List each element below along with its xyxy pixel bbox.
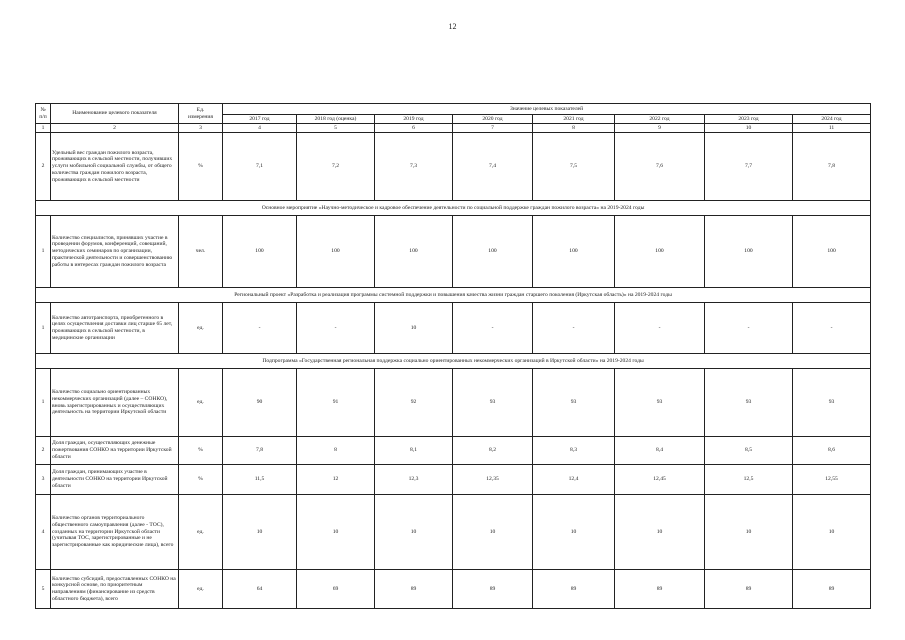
indicator-value: 100 <box>615 216 705 288</box>
indicator-name: Удельный вес граждан пожилого возраста, проживающих в сельской местности, получивших услуги мобильной социальной службы, от общего количества граждан пожилого возраста, проживающих в сельской местности <box>51 133 179 201</box>
indicator-value: 7,5 <box>533 133 615 201</box>
table-row <box>36 369 871 437</box>
indicator-value: 100 <box>453 216 533 288</box>
indicator-value: 7,4 <box>453 133 533 201</box>
table-row <box>36 465 871 495</box>
indicator-value: 8,1 <box>375 437 453 465</box>
indicator-name: Количество социально ориентированных некоммерческих организаций (далее – СОНКО), вновь зарегистрированных и осуществляющих деятельность на территории Иркутской области <box>51 369 179 437</box>
indicator-value: 12,3 <box>375 465 453 495</box>
indicator-value: 8 <box>297 437 375 465</box>
indicator-value: 10 <box>453 495 533 570</box>
section-title: Подпрограмма «Государственная региональная поддержка социально ориентированных некоммерческих организаций в Иркутской области» на 2019-2024 годы <box>36 354 871 369</box>
header-year: 2022 год <box>615 115 705 124</box>
indicator-value: 10 <box>533 495 615 570</box>
row-number: 2 <box>36 437 51 465</box>
header-year: 2021 год <box>533 115 615 124</box>
column-number: 10 <box>705 124 793 133</box>
indicator-value: 93 <box>453 369 533 437</box>
row-number: 4 <box>36 495 51 570</box>
indicator-value: 10 <box>223 495 297 570</box>
indicator-value: 91 <box>297 369 375 437</box>
indicator-value: 89 <box>533 570 615 609</box>
unit-of-measure: % <box>179 133 223 201</box>
indicator-value: 69 <box>297 570 375 609</box>
indicator-name: Количество специалистов, принявших участие в проведении форумов, конференций, совещаний, методических семинаров по организации, практической деятельности и совершенствованию работы в интересах граждан пожилого возраста <box>51 216 179 288</box>
indicator-value: 100 <box>223 216 297 288</box>
indicator-value: 7,6 <box>615 133 705 201</box>
indicator-name: Количество автотранспорта, приобретенного в целях осуществления доставки лиц старше 65 лет, проживающих в сельской местности, в медицинские организации <box>51 303 179 354</box>
column-number: 9 <box>615 124 705 133</box>
indicator-value: - <box>297 303 375 354</box>
table-row <box>36 303 871 354</box>
unit-of-measure: ед. <box>179 303 223 354</box>
indicator-value: 12,35 <box>453 465 533 495</box>
indicator-value: - <box>223 303 297 354</box>
indicator-value: 8,3 <box>533 437 615 465</box>
indicator-value: - <box>705 303 793 354</box>
indicator-value: 89 <box>705 570 793 609</box>
header-row <box>36 104 871 115</box>
indicator-value: 64 <box>223 570 297 609</box>
row-number: 1 <box>36 369 51 437</box>
indicator-value: 93 <box>533 369 615 437</box>
column-number: 5 <box>297 124 375 133</box>
indicator-value: - <box>533 303 615 354</box>
section-row <box>36 201 871 216</box>
row-number: 3 <box>36 465 51 495</box>
indicator-value: 12,45 <box>615 465 705 495</box>
indicator-value: 8,5 <box>705 437 793 465</box>
indicator-value: 92 <box>375 369 453 437</box>
column-numbers-row <box>36 124 871 133</box>
section-row <box>36 288 871 303</box>
row-number: 1 <box>36 216 51 288</box>
header-num: № п/п <box>36 104 51 124</box>
column-number: 2 <box>51 124 179 133</box>
table-body <box>36 133 871 609</box>
indicator-value: 10 <box>705 495 793 570</box>
column-number: 1 <box>36 124 51 133</box>
indicator-value: 8,2 <box>453 437 533 465</box>
column-number: 7 <box>453 124 533 133</box>
column-number: 11 <box>793 124 871 133</box>
indicator-value: - <box>615 303 705 354</box>
header-year: 2024 год <box>793 115 871 124</box>
indicator-value: 7,3 <box>375 133 453 201</box>
table-row <box>36 570 871 609</box>
header-year: 2023 год <box>705 115 793 124</box>
table-row <box>36 437 871 465</box>
header-year: 2020 год <box>453 115 533 124</box>
column-number: 6 <box>375 124 453 133</box>
indicator-value: 7,8 <box>793 133 871 201</box>
header-year: 2018 год (оценка) <box>297 115 375 124</box>
unit-of-measure: ед. <box>179 570 223 609</box>
indicator-value: 12 <box>297 465 375 495</box>
indicator-value: 7,2 <box>297 133 375 201</box>
header-year: 2017 год <box>223 115 297 124</box>
unit-of-measure: % <box>179 465 223 495</box>
column-number: 3 <box>179 124 223 133</box>
indicator-value: 89 <box>453 570 533 609</box>
indicator-value: 100 <box>793 216 871 288</box>
page-number: 12 <box>448 22 457 31</box>
indicator-value: 7,7 <box>705 133 793 201</box>
section-title: Основное мероприятие «Научно-методическое и кадровое обеспечение деятельности по социальной поддержке граждан пожилого возраста» на 2019-2024 годы <box>36 201 871 216</box>
indicator-value: 12,55 <box>793 465 871 495</box>
row-number: 5 <box>36 570 51 609</box>
header-year: 2019 год <box>375 115 453 124</box>
indicator-value: 100 <box>533 216 615 288</box>
indicator-value: 100 <box>705 216 793 288</box>
indicator-value: - <box>793 303 871 354</box>
indicator-value: 7,8 <box>223 437 297 465</box>
indicator-value: 10 <box>615 495 705 570</box>
section-title: Региональный проект «Разработка и реализация программы системной поддержки и повышения качества жизни граждан старшего поколения (Иркутская область)» на 2019-2024 годы <box>36 288 871 303</box>
indicator-value: 10 <box>793 495 871 570</box>
indicator-value: 10 <box>375 303 453 354</box>
indicator-value: 12,4 <box>533 465 615 495</box>
table-row <box>36 495 871 570</box>
indicator-name: Доля граждан, принимающих участие в деятельности СОНКО на территории Иркутской области <box>51 465 179 495</box>
indicator-value: 89 <box>793 570 871 609</box>
indicator-name: Количество субсидий, предоставленных СОНКО на конкурсной основе, по приоритетным направлениям (финансирование из средств областного бюджета), всего <box>51 570 179 609</box>
row-number: 2 <box>36 133 51 201</box>
header-name: Наименование целевого показателя <box>51 104 179 124</box>
indicator-value: 10 <box>297 495 375 570</box>
unit-of-measure: чел. <box>179 216 223 288</box>
indicator-value: 10 <box>375 495 453 570</box>
indicators-table <box>35 103 871 609</box>
table-row <box>36 216 871 288</box>
column-number: 8 <box>533 124 615 133</box>
indicator-value: 93 <box>615 369 705 437</box>
unit-of-measure: ед. <box>179 369 223 437</box>
indicator-value: 93 <box>705 369 793 437</box>
indicator-value: - <box>453 303 533 354</box>
indicator-value: 100 <box>297 216 375 288</box>
indicator-value: 90 <box>223 369 297 437</box>
row-number: 1 <box>36 303 51 354</box>
header-unit: Ед. измерения <box>179 104 223 124</box>
indicator-value: 8,6 <box>793 437 871 465</box>
column-number: 4 <box>223 124 297 133</box>
indicator-value: 89 <box>615 570 705 609</box>
unit-of-measure: % <box>179 437 223 465</box>
indicator-value: 93 <box>793 369 871 437</box>
section-row <box>36 354 871 369</box>
indicator-value: 8,4 <box>615 437 705 465</box>
header-values-group: Значение целевых показателей <box>223 104 871 115</box>
indicator-name: Количество органов территориального общественного самоуправления (далее - ТОС), созданных на территории Иркутской области (учитывая ТОС, зарегистрированные и не зарегистрированные как юридические лица), всего <box>51 495 179 570</box>
indicator-value: 11,5 <box>223 465 297 495</box>
unit-of-measure: ед. <box>179 495 223 570</box>
indicator-value: 12,5 <box>705 465 793 495</box>
table-row <box>36 133 871 201</box>
indicator-value: 89 <box>375 570 453 609</box>
indicator-value: 7,1 <box>223 133 297 201</box>
indicator-value: 100 <box>375 216 453 288</box>
indicator-name: Доля граждан, осуществляющих денежные пожертвования СОНКО на территории Иркутской области <box>51 437 179 465</box>
